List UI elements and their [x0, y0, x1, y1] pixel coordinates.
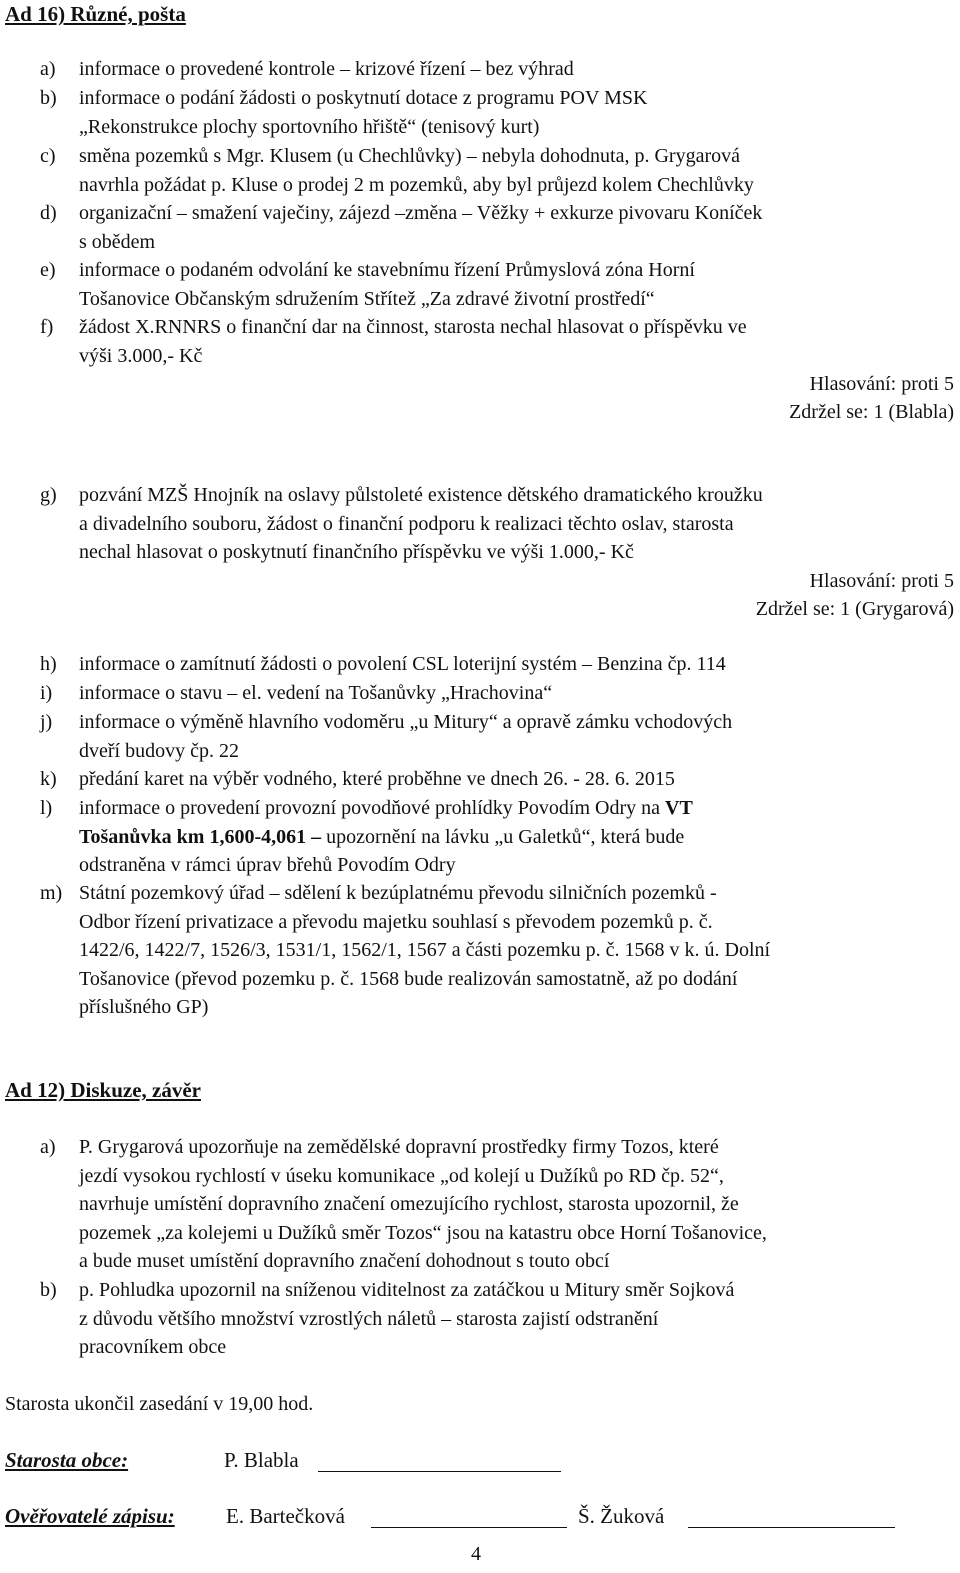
vote-result: Hlasování: proti 5 — [809, 373, 954, 395]
list-item-text: nechal hlasovat o poskytnutí finančního příspěvku ve výši 1.000,- Kč — [79, 541, 634, 563]
list-item-text: pozvání MZŠ Hnojník na oslavy půlstoleté existence dětského dramatického kroužku — [79, 484, 763, 506]
list-marker: k) — [40, 768, 57, 790]
list-marker: m) — [40, 882, 63, 904]
list-item-text: příslušného GP) — [79, 996, 209, 1018]
signature-line — [371, 1527, 567, 1528]
section-12-heading: Ad 12) Diskuze, závěr — [5, 1078, 201, 1102]
list-marker: b) — [40, 87, 57, 109]
list-marker: a) — [40, 58, 56, 80]
list-item-text: s obědem — [79, 230, 156, 253]
list-item-text: p. Pohludka upozornil na sníženou viditelnost za zatáčkou u Mitury směr Sojková — [79, 1279, 735, 1301]
list-item-text: Odbor řízení privatizace a převodu majetku souhlasí s převodem pozemků p. č. — [79, 910, 713, 933]
list-item-text: informace o výměně hlavního vodoměru „u Mitury“ a opravě zámku vchodových — [79, 711, 733, 733]
list-marker: a) — [40, 1136, 56, 1158]
verifier-1-name: E. Bartečková — [226, 1504, 345, 1528]
list-item-text: 1422/6, 1422/7, 1526/3, 1531/1, 1562/1, 1567 a části pozemku p. č. 1568 v k. ú. Dolní — [79, 939, 771, 961]
list-item-text: informace o stavu – el. vedení na Tošanůvky „Hrachovina“ — [79, 682, 553, 704]
list-item-text: a divadelního souboru, žádost o finanční podporu k realizaci těchto oslav, starosta — [79, 512, 734, 535]
text-run: informace o provedení provozní povodňové prohlídky Povodím Odry na — [79, 797, 665, 819]
section-16-heading: Ad 16) Různé, pošta — [5, 2, 186, 26]
list-item-text: navrhla požádat p. Kluse o prodej 2 m pozemků, aby byl průjezd kolem Chechlůvky — [79, 173, 754, 196]
list-item-text: informace o provedené kontrole – krizové řízení – bez výhrad — [79, 58, 574, 80]
bold-text-run: Tošanůvka km 1,600-4,061 – — [79, 825, 322, 848]
list-item-text: a bude muset umístění dopravního značení dohodnout s touto obcí — [79, 1250, 610, 1272]
list-item-text: organizační – smažení vaječiny, zájezd –změna – Věžky + exkurze pivovaru Koníček — [79, 202, 763, 224]
list-item-text: z důvodu většího množství vzrostlých náletů – starosta zajistí odstranění — [79, 1307, 659, 1330]
list-marker: e) — [40, 259, 56, 281]
list-item-text: dveří budovy čp. 22 — [79, 739, 239, 762]
list-item-text: žádost X.RNNRS o finanční dar na činnost, starosta nechal hlasovat o příspěvku ve — [79, 316, 747, 338]
text-run: upozornění na lávku „u Galetků“, která bude — [321, 825, 685, 848]
abstain-result: Zdržel se: 1 (Grygarová) — [755, 598, 954, 620]
list-item-text: Státní pozemkový úřad – sdělení k bezúplatnému převodu silničních pozemků - — [79, 882, 717, 904]
list-item-text: informace o zamítnutí žádosti o povolení CSL loterijní systém – Benzina čp. 114 — [79, 653, 726, 675]
list-item-text: navrhuje umístění dopravního značení omezujícího rychlost, starosta upozornil, že — [79, 1193, 739, 1215]
list-item-text: předání karet na výběr vodného, které proběhne ve dnech 26. - 28. 6. 2015 — [79, 768, 675, 790]
bold-text-run: VT — [665, 797, 693, 819]
verifier-2-name: Š. Žuková — [578, 1504, 665, 1528]
list-marker: i) — [40, 682, 53, 704]
vote-result: Hlasování: proti 5 — [809, 570, 954, 592]
list-marker: f) — [40, 316, 54, 338]
list-marker: l) — [40, 797, 53, 819]
list-item-text — [79, 823, 684, 852]
signature-line — [318, 1471, 561, 1472]
page-number: 4 — [471, 1543, 481, 1565]
abstain-result: Zdržel se: 1 (Blabla) — [789, 401, 954, 423]
mayor-label: Starosta obce: — [5, 1448, 129, 1472]
list-item-text: směna pozemků s Mgr. Klusem (u Chechlůvky) – nebyla dohodnuta, p. Grygarová — [79, 145, 740, 167]
list-marker: h) — [40, 653, 57, 675]
list-marker: c) — [40, 145, 56, 167]
signature-line — [688, 1527, 895, 1528]
list-item-text: informace o podaném odvolání ke stavebnímu řízení Průmyslová zóna Horní — [79, 259, 695, 281]
closing-statement: Starosta ukončil zasedání v 19,00 hod. — [5, 1393, 314, 1415]
list-item-text: odstraněna v rámci úprav břehů Povodím Odry — [79, 854, 456, 876]
mayor-name: P. Blabla — [224, 1448, 299, 1472]
list-item-text: „Rekonstrukce plochy sportovního hřiště“ (tenisový kurt) — [79, 115, 540, 138]
list-item-text: jezdí vysokou rychlostí v úseku komunikace „od kolejí u Dužíků po RD čp. 52“, — [79, 1164, 724, 1187]
list-item-text: Tošanovice (převod pozemku p. č. 1568 bude realizován samostatně, až po dodání — [79, 967, 738, 990]
list-marker: b) — [40, 1279, 57, 1301]
list-item-text: informace o podání žádosti o poskytnutí dotace z programu POV MSK — [79, 87, 648, 109]
list-item-text: pozemek „za kolejemi u Dužíků směr Tozos“ jsou na katastru obce Horní Tošanovice, — [79, 1221, 767, 1244]
list-marker: g) — [40, 484, 57, 506]
list-item-text: Tošanovice Občanským sdružením Střítež „Za zdravé životní prostředí“ — [79, 287, 655, 310]
list-item-text — [79, 794, 693, 823]
list-marker: d) — [40, 202, 57, 224]
verifiers-label: Ověřovatelé zápisu: — [5, 1504, 175, 1528]
list-item-text: pracovníkem obce — [79, 1336, 227, 1358]
list-item-text: P. Grygarová upozorňuje na zemědělské dopravní prostředky firmy Tozos, které — [79, 1136, 719, 1158]
list-marker: j) — [40, 711, 53, 733]
list-item-text: výši 3.000,- Kč — [79, 344, 203, 367]
